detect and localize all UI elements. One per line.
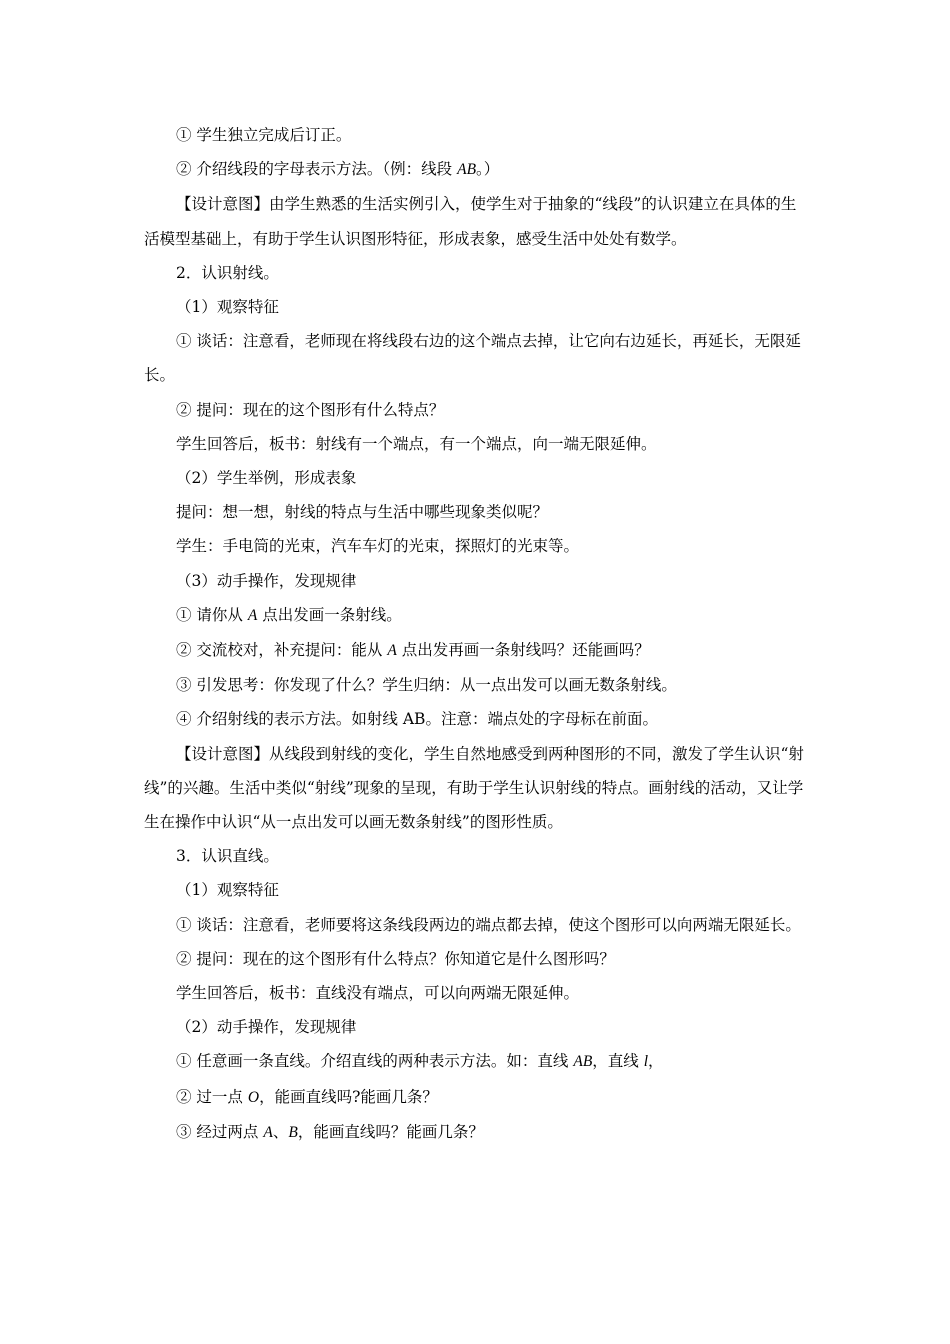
document-body xyxy=(144,118,808,1150)
paragraph: 提问：想一想，射线的特点与生活中哪些现象类似呢？ xyxy=(176,503,549,522)
paragraph: ④ 介绍射线的表示方法。如射线 AB。注意：端点处的字母标在前面。 xyxy=(176,710,658,729)
subsection-heading: （1）观察特征 xyxy=(176,298,279,317)
paragraph: ① 谈话：注意看，老师要将这条线段两边的端点都去掉，使这个图形可以向两端无限延长。 xyxy=(176,915,801,934)
subsection-heading: （3）动手操作，发现规律 xyxy=(176,571,357,590)
subsection-heading: （2）动手操作，发现规律 xyxy=(176,1018,357,1037)
paragraph: ③ 引发思考：你发现了什么？学生归纳：从一点出发可以画无数条射线。 xyxy=(176,676,677,695)
design-intent-paragraph: 【设计意图】从线段到射线的变化，学生自然地感受到两种图形的不同，激发了学生认识“射线”的兴趣。生活中类似“射线”现象的呈现，有助于学生认识射线的特点。画射线的活动，又让学生在操作中认识“从一点出发可以画无数条射线”的图形性质。 xyxy=(144,744,804,832)
section-heading: 3．认识直线。 xyxy=(176,847,279,866)
paragraph: ① 学生独立完成后订正。 xyxy=(176,126,352,144)
paragraph: 学生：手电筒的光束，汽车车灯的光束，探照灯的光束等。 xyxy=(176,537,580,556)
section-heading: 2．认识射线。 xyxy=(176,263,279,282)
paragraph: ② 介绍线段的字母表示方法。（例：线段 AB。） xyxy=(176,160,500,179)
paragraph: ① 任意画一条直线。介绍直线的两种表示方法。如：直线 AB，直线 l， xyxy=(176,1052,664,1071)
paragraph: ② 过一点 O，能画直线吗?能画几条？ xyxy=(176,1087,438,1106)
paragraph: 学生回答后，板书：直线没有端点，可以向两端无限延伸。 xyxy=(176,984,580,1003)
subsection-heading: （1）观察特征 xyxy=(176,881,279,900)
design-intent-paragraph: 【设计意图】由学生熟悉的生活实例引入，使学生对于抽象的“线段”的认识建立在具体的生活模型基础上，有助于学生认识图形特征，形成表象，感受生活中处处有数学。 xyxy=(144,195,797,248)
subsection-heading: （2）学生举例，形成表象 xyxy=(176,469,357,488)
paragraph: ③ 经过两点 A、B，能画直线吗？能画几条？ xyxy=(176,1122,484,1141)
paragraph: ① 谈话：注意看，老师现在将线段右边的这个端点去掉，让它向右边延长，再延长，无限延长。 xyxy=(144,332,801,385)
paragraph: ② 提问：现在的这个图形有什么特点？ xyxy=(176,400,445,419)
paragraph: ② 交流校对，补充提问：能从 A 点出发再画一条射线吗？还能画吗？ xyxy=(176,641,650,660)
paragraph: ② 提问：现在的这个图形有什么特点？你知道它是什么图形吗？ xyxy=(176,949,615,968)
paragraph: 学生回答后，板书：射线有一个端点，有一个端点，向一端无限延伸。 xyxy=(176,434,657,453)
paragraph: ① 请你从 A 点出发画一条射线。 xyxy=(176,605,402,624)
